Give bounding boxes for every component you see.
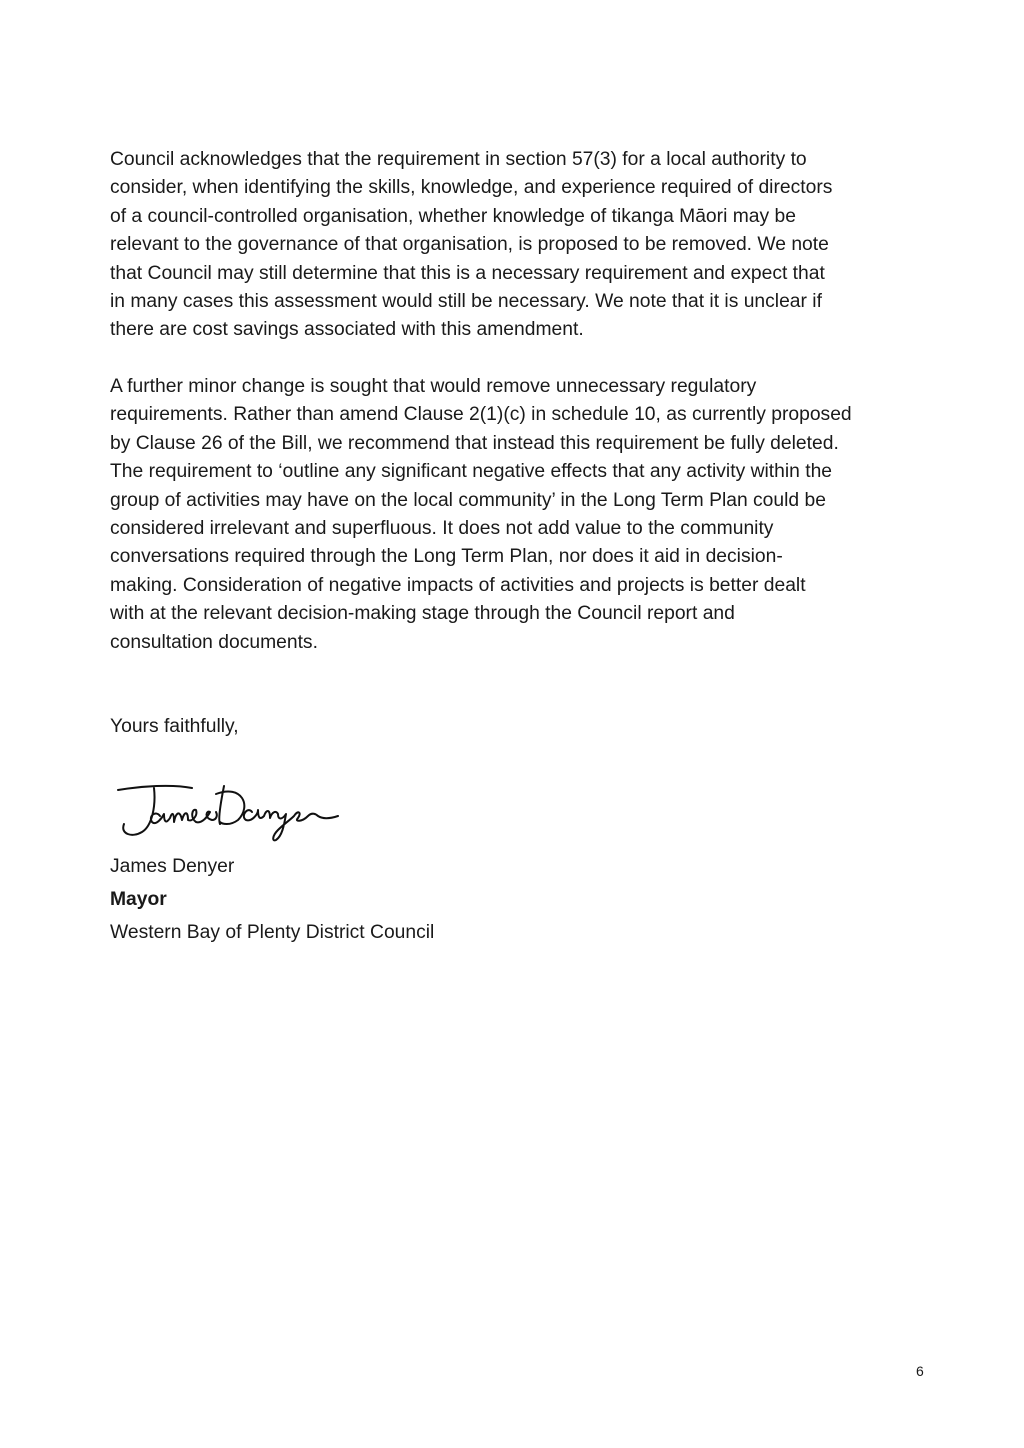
paragraph-line: of a council-controlled organisation, whether knowledge of tikanga Māori may be (110, 205, 796, 227)
paragraph-line: in many cases this assessment would still be necessary. We note that it is unclear if (110, 291, 822, 313)
page-number: 6 (916, 1363, 924, 1379)
paragraph-line: consider, when identifying the skills, knowledge, and experience required of directors (110, 177, 833, 199)
paragraph-line: Council acknowledges that the requirement in section 57(3) for a local authority to (110, 149, 807, 170)
paragraph-line: consultation documents. (110, 631, 318, 653)
paragraph-line: that Council may still determine that this is a necessary requirement and expect that (110, 262, 825, 284)
paragraph-line: considered irrelevant and superfluous. It does not add value to the community (110, 518, 774, 540)
paragraph-line: there are cost savings associated with this amendment. (110, 319, 584, 341)
signatory-title: Mayor (110, 889, 167, 910)
paragraph-line: with at the relevant decision-making stage through the Council report and (110, 603, 735, 625)
signature (112, 776, 362, 846)
paragraph-line: The requirement to ‘outline any significant negative effects that any activity within the (110, 461, 833, 483)
paragraph-line: group of activities may have on the local community’ in the Long Term Plan could be (110, 489, 826, 511)
paragraph-line: requirements. Rather than amend Clause 2(1)(c) in schedule 10, as currently proposed (110, 404, 852, 426)
paragraph-line: conversations required through the Long Term Plan, nor does it aid in decision- (110, 546, 783, 568)
paragraph-line: making. Consideration of negative impacts of activities and projects is better dealt (110, 574, 806, 596)
paragraph-line: by Clause 26 of the Bill, we recommend that instead this requirement be fully deleted. (110, 432, 839, 454)
paragraph-line: A further minor change is sought that would remove unnecessary regulatory (110, 376, 757, 397)
paragraph-tikanga-maori (110, 146, 832, 345)
signatory-name: James Denyer (110, 856, 235, 877)
paragraph-line: relevant to the governance of that organisation, is proposed to be removed. We note (110, 234, 829, 256)
paragraph-schedule-10 (110, 373, 852, 657)
signatory-organisation: Western Bay of Plenty District Council (110, 922, 435, 943)
closing-salutation: Yours faithfully, (110, 716, 239, 737)
